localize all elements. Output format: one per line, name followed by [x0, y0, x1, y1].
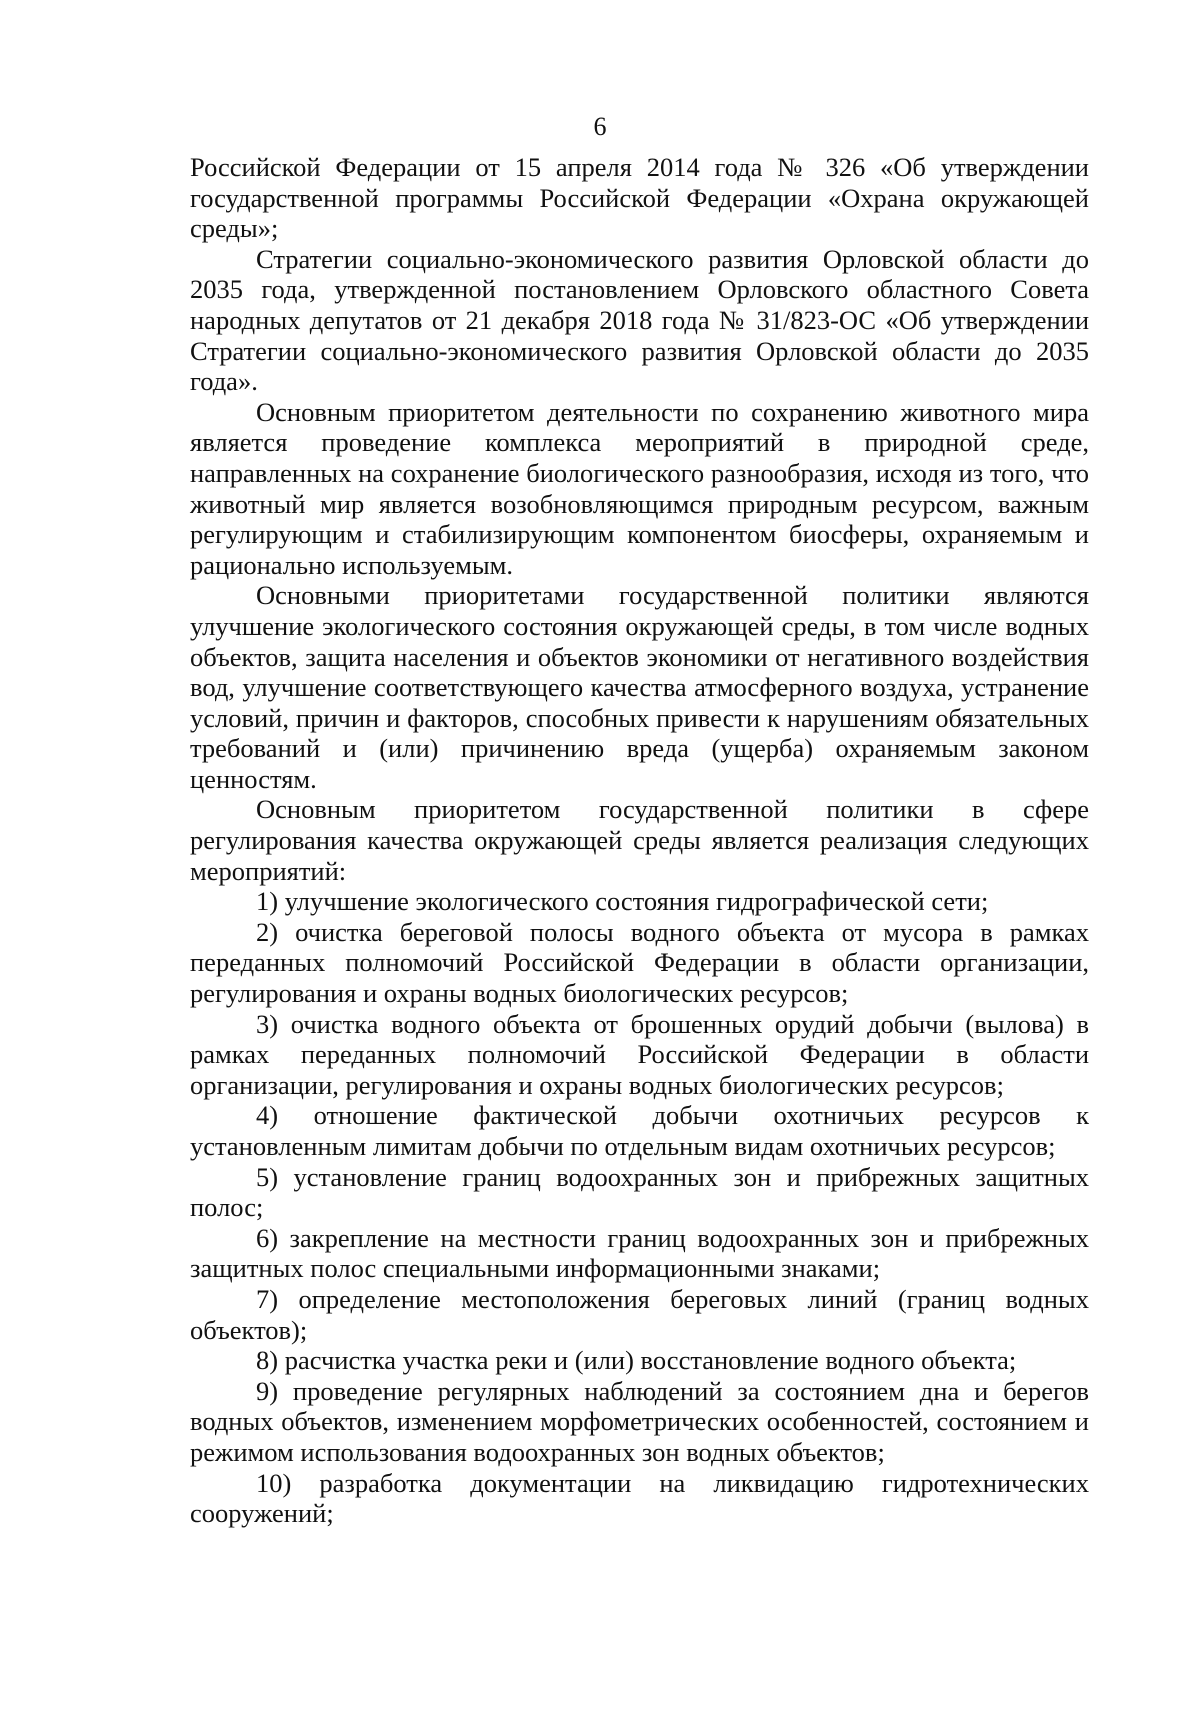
list-item: 1) улучшение экологического состояния гидрографической сети;	[256, 886, 989, 917]
list-item: 4) отношение фактической добычи охотничьих ресурсов к установленным лимитам добычи по отдельным видам охотничьих ресурсов;	[190, 1100, 1089, 1161]
document-body	[190, 152, 1089, 1529]
page-number: 6	[593, 112, 607, 141]
list-item: 7) определение местоположения береговых линий (границ водных объектов);	[190, 1283, 1089, 1345]
paragraph: Стратегии социально-экономического развития Орловской области до 2035 года, утвержденной постановлением Орловского областного Совета народных депутатов от 21 декабря 2018 года № 31/823-ОС «Об утверждении Стратегии социально-экономического развития Орловской области до 2035 года».	[190, 243, 1089, 397]
paragraph: Основными приоритетами государственной политики являются улучшение экологического состояния окружающей среды, в том числе водных объектов, защита населения и объектов экономики от негативного воздействия вод, улучшение соответствующего качества атмосферного воздуха, устранение условий, причин и факторов, способных привести к нарушениям обязательных требований и (или) причинению вреда (ущерба) охраняемым законом ценностям.	[190, 580, 1089, 794]
paragraph: Основным приоритетом деятельности по сохранению животного мира является проведение комплекса мероприятий в природной среде, направленных на сохранение биологического разнообразия, исходя из того, что животный мир является возобновляющимся природным ресурсом, важным регулирующим и стабилизирующим компонентом биосферы, охраняемым и рационально используемым.	[190, 396, 1089, 580]
list-item: 6) закрепление на местности границ водоохранных зон и прибрежных защитных полос специальными информационными знаками;	[190, 1222, 1089, 1284]
paragraph: Российской Федерации от 15 апреля 2014 года № 326 «Об утверждении государственной программы Российской Федерации «Охрана окружающей среды»;	[190, 152, 1089, 244]
list-item: 5) установление границ водоохранных зон и прибрежных защитных полос;	[190, 1161, 1089, 1223]
list-item: 2) очистка береговой полосы водного объекта от мусора в рамках переданных полномочий Российской Федерации в области организации, регулирования и охраны водных биологических ресурсов;	[190, 916, 1089, 1009]
list-item: 10) разработка документации на ликвидацию гидротехнических сооружений;	[190, 1467, 1089, 1529]
paragraph: Основным приоритетом государственной политики в сфере регулирования качества окружающей среды является реализация следующих мероприятий:	[190, 794, 1089, 886]
list-item: 8) расчистка участка реки и (или) восстановление водного объекта;	[256, 1345, 1017, 1376]
list-item: 9) проведение регулярных наблюдений за состоянием дна и берегов водных объектов, изменением морфометрических особенностей, состоянием и режимом использования водоохранных зон водных объектов;	[190, 1375, 1089, 1467]
list-item: 3) очистка водного объекта от брошенных орудий добычи (вылова) в рамках переданных полномочий Российской Федерации в области организации, регулирования и охраны водных биологических ресурсов;	[190, 1008, 1089, 1100]
